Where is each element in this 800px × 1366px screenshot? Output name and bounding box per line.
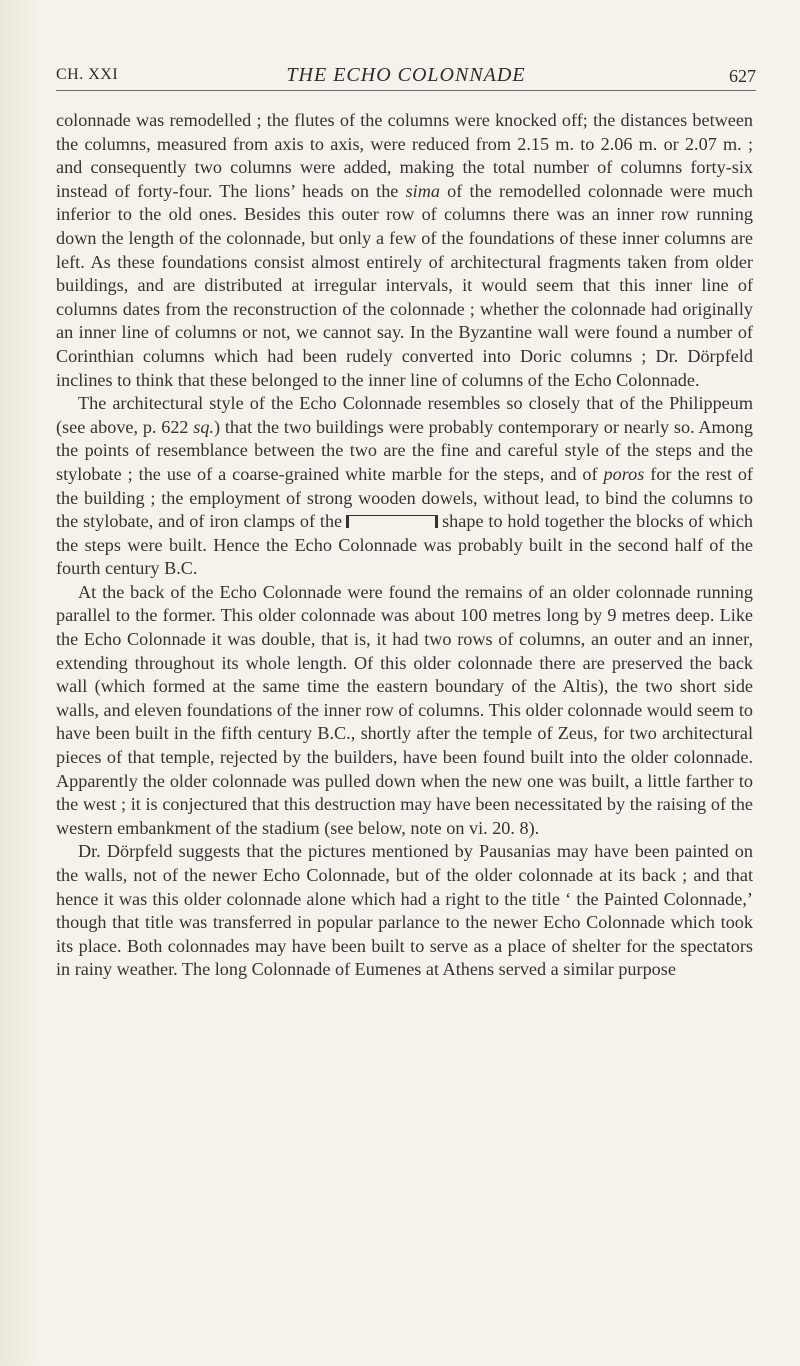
text-segment: The architectural style of the Echo Colonnade resembles so closely that of the Philippeum (see above, p. 622: [56, 393, 753, 437]
text-segment: At the back of the Echo Colonnade were found the remains of an older colonnade running parallel to the former. This older colonnade was about 100 metres long by 9 metres deep. Like the Echo Colonnade it was double, that is, it had two rows of columns, an outer and an inner, extending throughout its whole length. Of this older colonnade there are preserved the back wall (which formed at the same time the eastern boundary of the Altis), the two short side walls, and eleven foundations of the inner row of columns. This older colonnade would seem to have been built in the fifth century B.C., shortly after the temple of Zeus, for two architectural pieces of that temple, rejected by the builders, have been found built into the older colonnade. Apparently the older colonnade was pulled down when the new one was built, a little farther to the west ; it is conjectured that this destruction may have been necessitated by the raising of the western embankment of the stadium (see below, note on vi. 20. 8).: [56, 581, 753, 838]
text-segment: shape to hold together the blocks of which the steps were built. Hence the Echo Colonnade was probably built in the second half of the fourth century B.C.: [56, 511, 753, 579]
paragraph: [56, 109, 753, 392]
text-segment: ) that the two buildings were probably contemporary or nearly so. Among the points of resemblance between the two are the fine and careful style of the steps and the stylobate ; the use of a coarse-grained white marble for the steps, and of: [56, 416, 753, 484]
running-title: THE ECHO COLONNADE: [286, 64, 526, 86]
italic-term: sima: [405, 180, 440, 201]
text-segment: of the remodelled colonnade were much inferior to the old ones. Besides this outer row of columns there was an inner row running down the length of the colonnade, but only a few of the foundations of these inner columns are left. As these foundations consist almost entirely of architectural fragments taken from older buildings, and are distributed at irregular intervals, it would seem that this inner line of columns dates from the reconstruction of the colonnade ; whether the colonnade had originally an inner line of columns or not, we cannot say. In the Byzantine wall were found a number of Corinthian columns which had been rudely converted into Doric columns ; Dr. Dörpfeld inclines to think that these belonged to the inner line of columns of the Echo Colonnade.: [56, 180, 753, 390]
italic-term: poros: [603, 463, 645, 484]
text-segment: colonnade was remodelled ; the flutes of the columns were knocked off; the distances between the columns, measured from axis to axis, were reduced from 2.15 m. to 2.06 m. or 2.07 m. ; and consequently two columns were added, making the total number of columns forty-six instead of forty-four. The lions’ heads on the: [56, 110, 753, 201]
paragraph: [56, 392, 753, 581]
page-number: 627: [729, 66, 756, 86]
italic-term: sq.: [193, 416, 215, 437]
text-segment: Dr. Dörpfeld suggests that the pictures mentioned by Pausanias may have been painted on the walls, not of the newer Echo Colonnade, but of the older colonnade at its back ; and that hence it was this older colonnade alone which had a right to the title ‘ the Painted Colonnade,’ though that title was transferred in popular parlance to the newer Echo Colonnade which took its place. Both colonnades may have been built to serve as a place of shelter for the spectators in rainy weather. The long Colonnade of Eumenes at Athens served a similar purpose: [56, 841, 753, 980]
chapter-label: CH. XXI: [56, 66, 119, 83]
body-text: [56, 109, 753, 982]
text-segment: for the rest of the building ; the employment of strong wooden dowels, without lead, to bind the columns to the stylobate, and of iron clamps of the: [56, 463, 753, 532]
paragraph: [56, 840, 753, 982]
clamp-shape-figure: [346, 515, 438, 528]
header-rule: [56, 90, 756, 91]
paragraph: [56, 581, 753, 841]
